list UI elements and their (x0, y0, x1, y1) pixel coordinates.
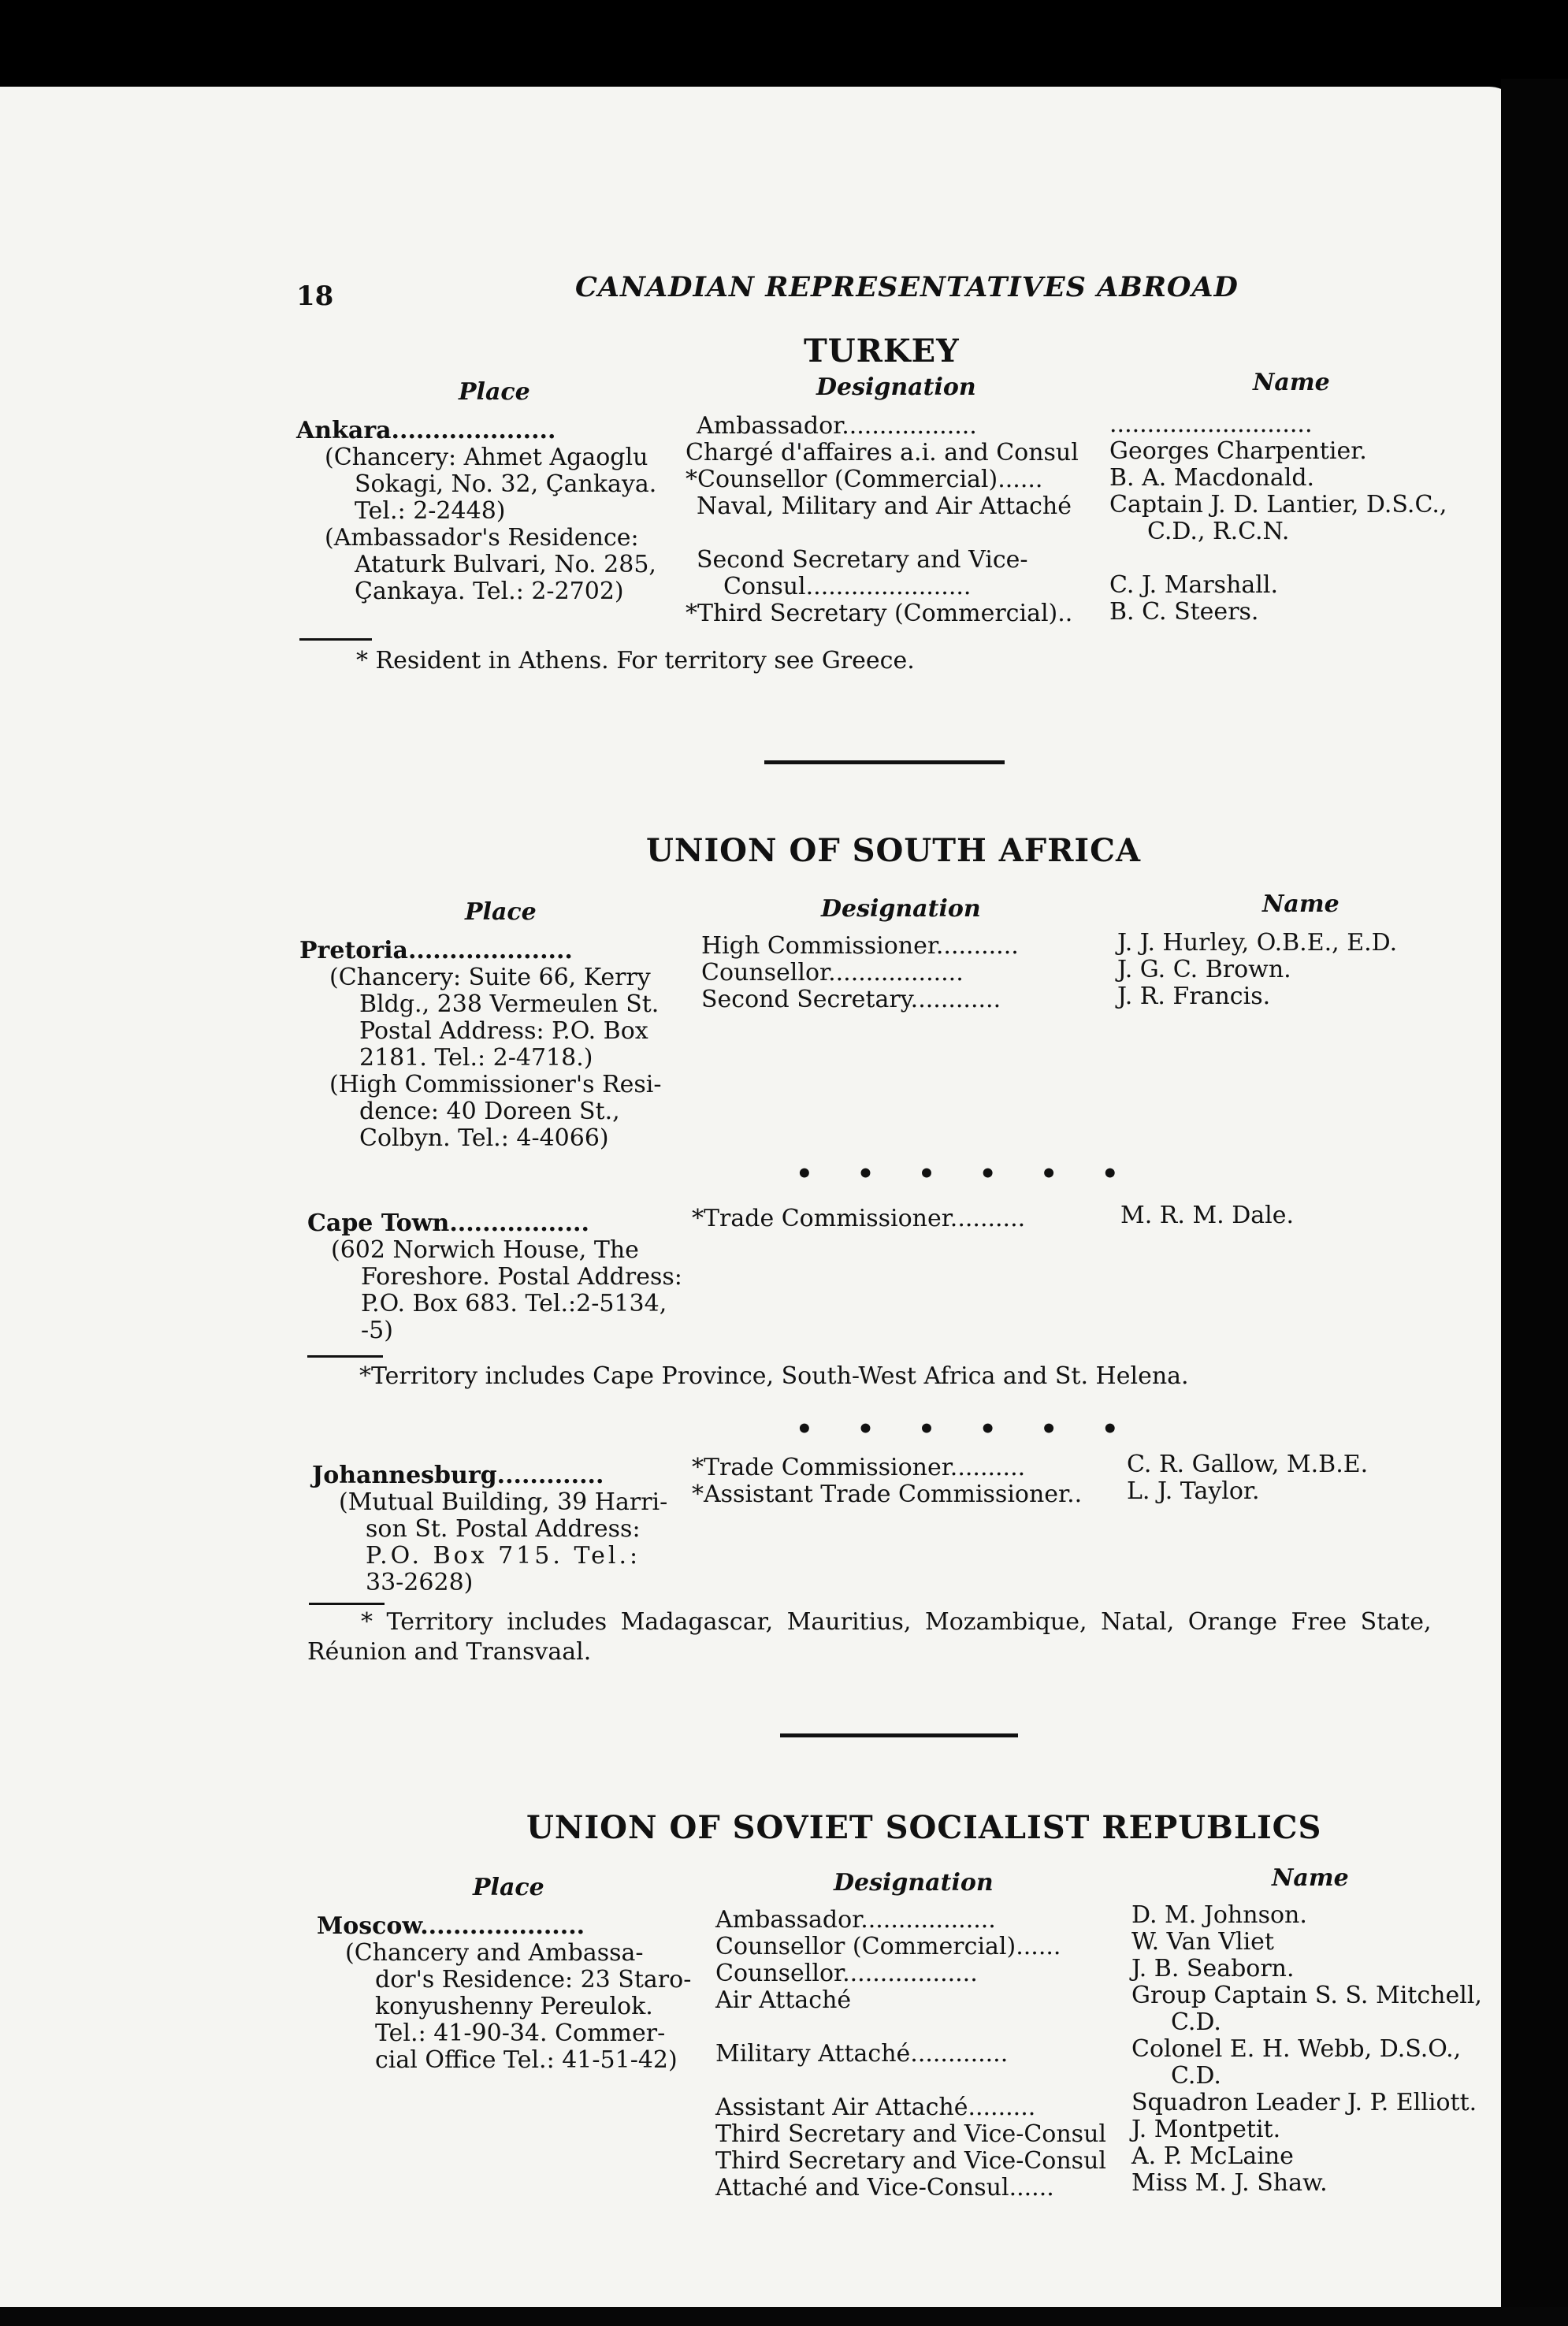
designation-line: *Counsellor (Commercial)...... (686, 466, 1043, 493)
cape-town-place (307, 1210, 682, 1344)
name-line: Georges Charpentier. (1109, 437, 1367, 465)
place-line: (Ambassador's Residence: (325, 524, 639, 552)
name-line: M. R. M. Dale. (1120, 1202, 1295, 1229)
place-line: Pretoria.................... (299, 937, 573, 964)
designation-line: Chargé d'affaires a.i. and Consul (686, 439, 1079, 466)
place-line: (Chancery: Suite 66, Kerry (329, 964, 651, 991)
designation-line: High Commissioner........... (701, 932, 1019, 960)
column-head-name: Name (1253, 369, 1330, 396)
turkey-name (1109, 411, 1447, 626)
name-line: J. J. Hurley, O.B.E., E.D. (1117, 929, 1398, 957)
place-line: 33-2628) (366, 1569, 474, 1596)
column-head-place: Place (465, 898, 537, 926)
name-line: Squadron Leader J. P. Elliott. (1131, 2089, 1477, 2116)
place-line: (Chancery: Ahmet Agaoglu (325, 444, 648, 471)
place-line: (602 Norwich House, The (331, 1236, 639, 1264)
place-line: (High Commissioner's Resi- (329, 1071, 662, 1098)
pretoria-place (299, 938, 662, 1152)
turkey-place (296, 418, 656, 605)
place-line: Postal Address: P.O. Box (359, 1017, 648, 1045)
place-line: Johannesburg............. (312, 1462, 604, 1489)
johannesburg-footnote-line2: Réunion and Transvaal. (307, 1638, 592, 1666)
moscow-designation (715, 1907, 1106, 2202)
place-line: Çankaya. Tel.: 2-2702) (355, 578, 624, 605)
name-line: C.D. (1171, 2008, 1221, 2036)
place-line: cial Office Tel.: 41-51-42) (375, 2046, 678, 2074)
name-line: J. Montpetit. (1131, 2116, 1281, 2143)
place-line: P.O. Box 715. Tel.: (366, 1542, 641, 1570)
country-title-turkey: TURKEY (804, 333, 960, 370)
name-line: D. M. Johnson. (1131, 1901, 1307, 1929)
turkey-footnote: * Resident in Athens. For territory see Greece. (356, 647, 915, 674)
johannesburg-designation (692, 1455, 1082, 1508)
country-title-south-africa: UNION OF SOUTH AFRICA (646, 832, 1142, 869)
pretoria-name (1117, 930, 1397, 1010)
column-head-designation: Designation (816, 373, 976, 401)
turkey-designation (686, 413, 1079, 627)
designation-line: Ambassador.................. (697, 412, 977, 440)
moscow-name (1131, 1902, 1482, 2197)
running-head: CANADIAN REPRESENTATIVES ABROAD (575, 271, 1239, 303)
footnote-rule (307, 1355, 383, 1358)
name-line: C.D., R.C.N. (1147, 518, 1290, 545)
name-line: ........................... (1109, 411, 1313, 438)
place-line: Sokagi, No. 32, Çankaya. (355, 470, 657, 498)
scan-border-bottom (0, 2307, 1568, 2326)
designation-line: Counsellor (Commercial)...... (715, 1933, 1061, 1960)
designation-line: *Trade Commissioner.......... (692, 1454, 1026, 1481)
designation-line: Air Attaché (715, 1986, 852, 2014)
designation-line: *Trade Commissioner.......... (692, 1205, 1026, 1232)
designation-line: Counsellor.................. (715, 1960, 978, 1987)
place-line: Cape Town................. (307, 1209, 589, 1237)
name-line: Captain J. D. Lantier, D.S.C., (1109, 491, 1447, 518)
cape-town-designation (692, 1206, 1025, 1232)
cape-town-footnote: *Territory includes Cape Province, South-West Africa and St. Helena. (359, 1362, 1189, 1390)
name-line: A. P. McLaine (1131, 2142, 1294, 2170)
place-line: P.O. Box 683. Tel.:2-5134, (361, 1290, 667, 1317)
designation-line: Assistant Air Attaché......... (715, 2094, 1036, 2121)
section-divider (764, 760, 1005, 764)
place-line: Colbyn. Tel.: 4-4066) (359, 1124, 609, 1152)
moscow-place (317, 1913, 691, 2074)
footnote-rule (299, 638, 372, 641)
designation-line: Attaché and Vice-Consul...... (715, 2174, 1054, 2202)
name-line: Colonel E. H. Webb, D.S.O., (1131, 2035, 1462, 2063)
name-line: C. J. Marshall. (1109, 571, 1278, 599)
place-line: dence: 40 Doreen St., (359, 1098, 620, 1125)
name-line: Miss M. J. Shaw. (1131, 2169, 1328, 2197)
country-title-ussr: UNION OF SOVIET SOCIALIST REPUBLICS (526, 1809, 1322, 1846)
name-line: J. R. Francis. (1117, 983, 1271, 1010)
column-head-designation: Designation (834, 1869, 994, 1897)
designation-line: Consul...................... (723, 573, 972, 600)
column-head-place: Place (459, 378, 530, 406)
designation-line: Military Attaché............. (715, 2040, 1009, 2068)
place-line: Tel.: 41-90-34. Commer- (375, 2019, 666, 2047)
name-line: J. B. Seaborn. (1131, 1955, 1295, 1982)
designation-line: Third Secretary and Vice-Consul (715, 2120, 1106, 2148)
name-line: L. J. Taylor. (1127, 1477, 1260, 1505)
place-line: 2181. Tel.: 2-4718.) (359, 1044, 593, 1072)
name-line: B. C. Steers. (1109, 598, 1259, 626)
column-head-place: Place (473, 1874, 544, 1901)
cape-town-name (1120, 1202, 1294, 1229)
designation-line: Naval, Military and Air Attaché (697, 492, 1072, 520)
johannesburg-place (312, 1462, 667, 1596)
johannesburg-name (1127, 1451, 1368, 1505)
footnote-rule (309, 1603, 385, 1605)
column-head-name: Name (1262, 890, 1339, 918)
designation-line: *Assistant Trade Commissioner.. (692, 1481, 1083, 1508)
designation-line: Ambassador.................. (715, 1906, 996, 1934)
designation-line: Second Secretary............ (701, 986, 1001, 1013)
name-line: J. G. C. Brown. (1117, 956, 1291, 983)
place-line: Moscow.................... (317, 1912, 585, 1940)
designation-line: *Third Secretary (Commercial).. (686, 600, 1073, 627)
place-line: (Mutual Building, 39 Harri- (339, 1488, 668, 1516)
designation-line: Second Secretary and Vice- (697, 546, 1028, 574)
separator-dots: • • • • • • (796, 1158, 1136, 1190)
designation-line: Third Secretary and Vice-Consul (715, 2147, 1106, 2175)
johannesburg-footnote-line1: * Territory includes Madagascar, Mauritius, Mozambique, Natal, Orange Free State, (361, 1608, 1432, 1636)
place-line: (Chancery and Ambassa- (345, 1939, 644, 1967)
place-line: Ankara.................... (296, 417, 556, 444)
name-line: W. Van Vliet (1131, 1928, 1274, 1956)
column-head-designation: Designation (821, 895, 981, 923)
name-line: C. R. Gallow, M.B.E. (1127, 1451, 1369, 1478)
separator-dots: • • • • • • (796, 1414, 1136, 1445)
pretoria-designation (701, 933, 1019, 1013)
place-line: Ataturk Bulvari, No. 285, (355, 551, 656, 578)
place-line: son St. Postal Address: (366, 1515, 641, 1543)
place-line: dor's Residence: 23 Staro- (375, 1966, 692, 1993)
name-line: C.D. (1171, 2062, 1221, 2090)
designation-line: Counsellor.................. (701, 959, 964, 987)
column-head-name: Name (1272, 1864, 1349, 1892)
scan-border-right (1501, 79, 1568, 2326)
place-line: Tel.: 2-2448) (355, 497, 506, 525)
place-line: konyushenny Pereulok. (375, 1993, 653, 2020)
name-line: B. A. Macdonald. (1109, 464, 1315, 492)
place-line: Foreshore. Postal Address: (361, 1263, 682, 1291)
place-line: Bldg., 238 Vermeulen St. (359, 990, 660, 1018)
place-line: -5) (361, 1317, 393, 1344)
section-divider (780, 1733, 1018, 1737)
name-line: Group Captain S. S. Mitchell, (1131, 1982, 1482, 2009)
page-number: 18 (296, 281, 334, 312)
